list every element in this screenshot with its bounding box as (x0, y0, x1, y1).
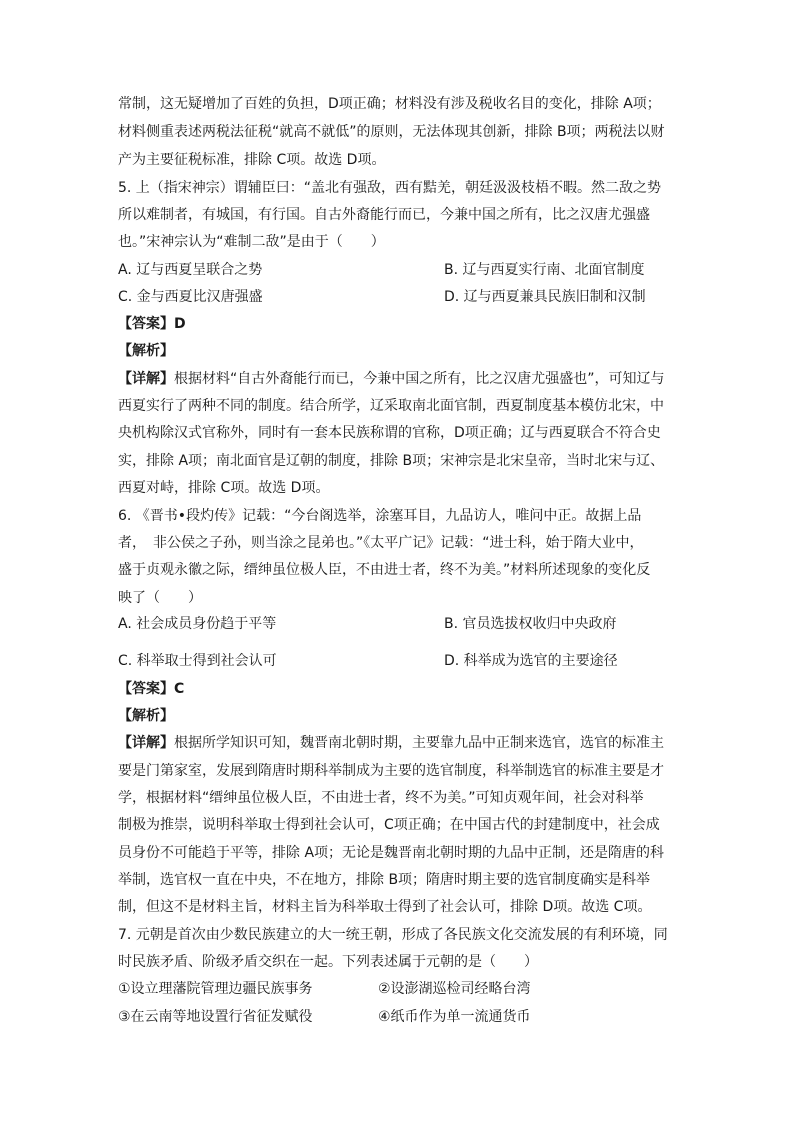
q5-option-d: D. 辽与西夏兼具民族旧制和汉制 (444, 289, 646, 305)
q6-detail-line-7: 制，但这不是材料主旨，材料主旨为科举取士得到了社会认可，排除 D项。故选 C项。 (118, 899, 652, 915)
q5-option-b: B. 辽与西夏实行南、北面官制度 (444, 262, 645, 278)
q6-option-b: B. 官员选拔权收归中央政府 (444, 616, 617, 632)
q6-answer: 【答案】C (118, 681, 185, 697)
q5-stem-line-2: 所以难制者，有城国，有行国。自古外裔能行而已，今兼中国之所有，比之汉唐尤强盛 (118, 207, 650, 223)
q5-option-c: C. 金与西夏比汉唐强盛 (118, 289, 263, 305)
q6-detail-line-6: 举制，选官权一直在中央，不在地方，排除 B项；隋唐时期主要的选官制度确实是科举 (118, 872, 651, 888)
q5-detail-line-1 (118, 370, 665, 388)
intro-line-1: 常制，这无疑增加了百姓的负担，D项正确；材料没有涉及税收名目的变化，排除 A项； (118, 96, 661, 112)
q5-detail-line-5: 西夏对峙，排除 C项。故选 D项。 (118, 480, 330, 496)
q5-detail-label: 【详解】 (118, 371, 174, 387)
q5-detail-line-3: 央机构除汉式官称外，同时有一套本民族称谓的官称，D项正确；辽与西夏联合不符合史 (118, 425, 661, 441)
q5-stem-line-3: 也。”宋神宗认为“难制二敌”是由于（ ） (118, 234, 385, 250)
q6-detail-line-2: 要是门第家室，发展到隋唐时期科举制成为主要的选官制度，科举制选官的标准主要是才 (118, 763, 664, 779)
q5-option-a: A. 辽与西夏呈联合之势 (118, 262, 263, 278)
q7-item-1: ①设立理藩院管理边疆民族事务 (118, 981, 313, 997)
q7-item-4: ④纸币作为单一流通货币 (378, 1009, 531, 1025)
q7-stem-line-1: 7. 元朝是首次由少数民族建立的大一统王朝，形成了各民族文化交流发展的有利环境，同 (118, 927, 668, 943)
q6-detail-label: 【详解】 (118, 735, 174, 751)
q6-option-d: D. 科举成为选官的主要途径 (444, 653, 618, 669)
q6-analysis-label: 【解析】 (118, 708, 174, 724)
q6-detail-line-5: 员身份不可能趋于平等，排除 A项；无论是魏晋南北朝时期的九品中正制，还是隋唐的科 (118, 845, 665, 861)
q6-detail-line-3: 学，根据材料“缙绅虽位极人臣，不由进士者，终不为美。”可知贞观年间，社会对科举 (118, 790, 644, 806)
q5-stem-line-1: 5. 上（指宋神宗）谓辅臣曰：“盖北有强敌，西有黠羌，朝廷汲汲枝梧不暇。然二敌之势 (118, 180, 662, 196)
q6-stem-line-3: 盛于贞观永徽之际，缙绅虽位极人臣，不由进士者，终不为美。”材料所述现象的变化反 (118, 562, 651, 578)
intro-line-3: 产为主要征税标准，排除 C项。故选 D项。 (118, 152, 386, 168)
q7-stem-line-2: 时民族矛盾、阶级矛盾交织在一起。下列表述属于元朝的是（ ） (118, 954, 538, 970)
q7-item-2: ②设澎湖巡检司经略台湾 (378, 981, 531, 997)
q5-detail-line-4: 实，排除 A项；南北面官是辽朝的制度，排除 B项；宋神宗是北宋皇帝，当时北宋与辽、 (118, 453, 665, 469)
q5-answer: 【答案】D (118, 316, 186, 332)
q6-detail-text-1: 根据所学知识可知，魏晋南北朝时期，主要靠九品中正制来选官，选官的标准主 (174, 735, 664, 751)
q6-stem-line-1: 6. 《晋书•段灼传》记载：“今台阁选举，涂塞耳目，九品访人，唯问中正。故据上品 (118, 508, 642, 524)
q6-option-a: A. 社会成员身份趋于平等 (118, 616, 277, 632)
q5-detail-line-2: 西夏实行了两种不同的制度。结合所学，辽采取南北面官制，西夏制度基本模仿北宋，中 (118, 398, 664, 414)
q6-detail-line-4: 制极为推崇，说明科举取士得到社会认可，C项正确；在中国古代的封建制度中，社会成 (118, 817, 660, 833)
q7-item-3: ③在云南等地设置行省征发赋役 (118, 1009, 313, 1025)
q5-analysis-label: 【解析】 (118, 343, 174, 359)
q6-stem-line-4: 映了（ ） (118, 590, 202, 606)
q6-stem-line-2: 者， 非公侯之子孙，则当涂之昆弟也。”《太平广记》记载：“进士科，始于隋大业中， (118, 535, 644, 551)
q6-detail-line-1 (118, 734, 664, 752)
q6-option-c: C. 科举取士得到社会认可 (118, 653, 277, 669)
q5-detail-text-1: 根据材料“自古外裔能行而已，今兼中国之所有，比之汉唐尤强盛也”，可知辽与 (174, 371, 665, 387)
intro-line-2: 材料侧重表述两税法征税“就高不就低”的原则，无法体现其创新，排除 B项；两税法以财 (118, 124, 665, 140)
